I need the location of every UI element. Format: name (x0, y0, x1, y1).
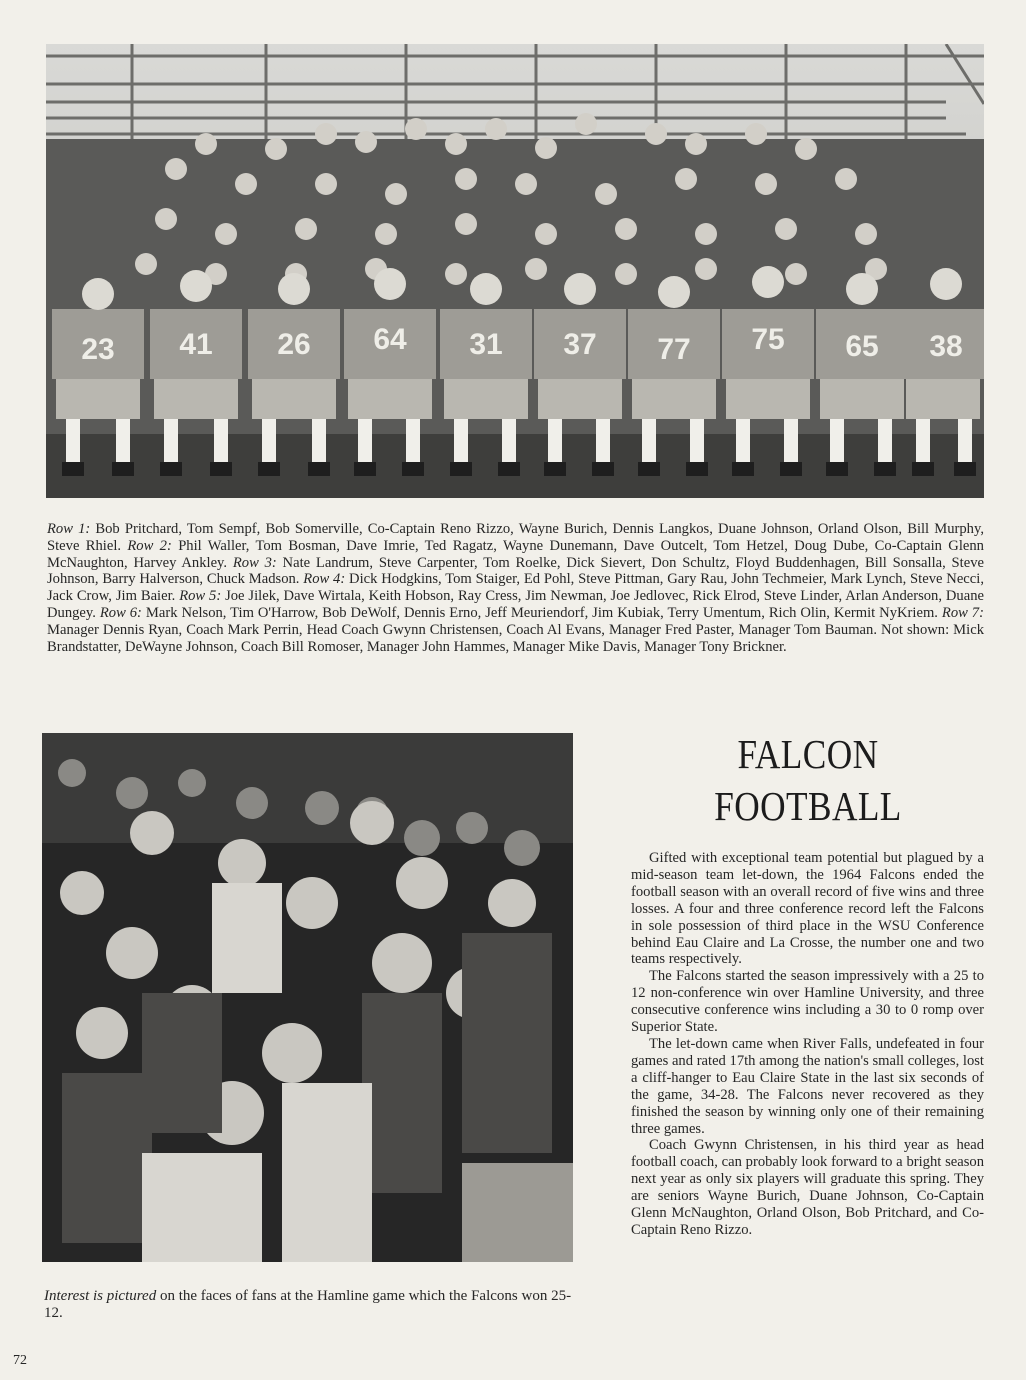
row-names: Bob Pritchard, Tom Sempf, Bob Somerville, Co-Captain Reno Rizzo, Wayne Burich, Dennis Langkos, Duane Johnson, Orland Olson, Bill Murphy, Steve Rhiel. (47, 521, 984, 554)
row-names: Manager Dennis Ryan, Coach Mark Perrin, Head Coach Gwynn Christensen, Coach Al Evans, Manager Fred Paster, Manager Tom Bauman. Not shown: Mick Brandstatter, DeWayne Johnson, Coach Bill Romoser, Manager John Hammes, Manager Mike Davis, Manager Tony Brickner. (47, 621, 984, 655)
jersey-number: 64 (373, 323, 407, 356)
row-names: Nate Landrum, Steve Carpenter, Tom Roelke, Dick Sievert, Don Schultz, Floyd Buddenhagen, Bill Sonsalla, Steve Johnson, Barry Halverson, Chuck Madson. (47, 554, 984, 588)
title-line-2: FOOTBALL (714, 783, 902, 829)
article-paragraph: The let-down came when River Falls, undefeated in four games and rated 17th among the nation's small colleges, lost a cliff-hanger to Eau Claire State in the last six seconds of the game, 34-28. The Falcons never recovered as they finished the season by winning only one of their remaining three games. (631, 1035, 984, 1137)
row-label: Row 4: (303, 571, 346, 588)
article-paragraph: Coach Gwynn Christensen, in his third year as head football coach, can probably look forward to a bright season next year as only six players will graduate this spring. They are seniors Wayne Burich, Duane Johnson, Co-Captain Glenn McNaughton, Orland Olson, Bob Pritchard, and Co-Captain Reno Rizzo. (631, 1137, 984, 1238)
title-line-1: FALCON (737, 731, 879, 777)
page-number: 72 (13, 1353, 27, 1368)
row-label: Row 6: (99, 604, 142, 621)
row-label: Row 1: (47, 521, 91, 537)
jersey-number: 23 (81, 333, 115, 366)
row-names: Joe Jilek, Dave Wirtala, Keith Hobson, Ray Cress, Jim Newman, Joe Jedlovec, Rick Elrod, Steve Linder, Arlan Anderson, Duane Dungey. (47, 588, 984, 621)
article-paragraph: Gifted with exceptional team potential but plagued by a mid-season team let-down, the 1964 Falcons ended the football season with an overall record of five wins and three losses. A four and three conference record left the Falcons in sole possession of third place in the WSU Conference behind Eau Claire and La Crosse, the number one and two teams respectively. (631, 850, 984, 968)
roster-caption (47, 521, 984, 655)
jersey-number: 38 (929, 330, 963, 363)
fans-caption-lead: Interest is pictured (44, 1288, 157, 1304)
jersey-number: 77 (657, 333, 691, 366)
jersey-number: 65 (845, 330, 879, 363)
jersey-number: 37 (563, 328, 597, 361)
crowd-photo-image (42, 733, 573, 1262)
row-names: Mark Nelson, Tim O'Harrow, Bob DeWolf, Dennis Erno, Jeff Meuriendorf, Jim Kubiak, Terry Umentum, Rich Olin, Kermit NyKriem. (141, 604, 942, 621)
row-label: Row 2: (127, 537, 172, 554)
fans-photo (42, 733, 573, 1262)
row-label: Row 3: (232, 554, 277, 571)
row-label: Row 7: (941, 604, 984, 621)
jersey-number: 75 (751, 323, 785, 356)
jersey-number: 41 (179, 328, 213, 361)
row-names: Dick Hodgkins, Tom Staiger, Ed Pohl, Steve Pittman, Gary Rau, John Techmeier, Mark Lynch, Steve Necci, Jack Crow, Jim Baier. (47, 571, 984, 605)
team-photo (46, 44, 984, 498)
fans-caption (44, 1288, 574, 1322)
fans-caption-text: on the faces of fans at the Hamline game which the Falcons won 25-12. (44, 1288, 572, 1321)
article-paragraph: The Falcons started the season impressively with a 25 to 12 non-conference win over Hamline University, and three consecutive conference wins including a 30 to 0 romp over Superior State. (631, 968, 984, 1036)
team-photo-image (46, 44, 984, 498)
jersey-number: 31 (469, 328, 503, 361)
row-label: Row 5: (179, 588, 222, 605)
jersey-number: 26 (277, 328, 311, 361)
article-body (631, 850, 984, 1239)
page-title (657, 728, 960, 832)
row-names: Phil Waller, Tom Bosman, Dave Imrie, Ted Ragatz, Wayne Dunemann, Dave Outcelt, Tom Hetzel, Doug Dube, Co-Captain Glenn McNaughton, Harvey Ankley. (47, 537, 984, 571)
